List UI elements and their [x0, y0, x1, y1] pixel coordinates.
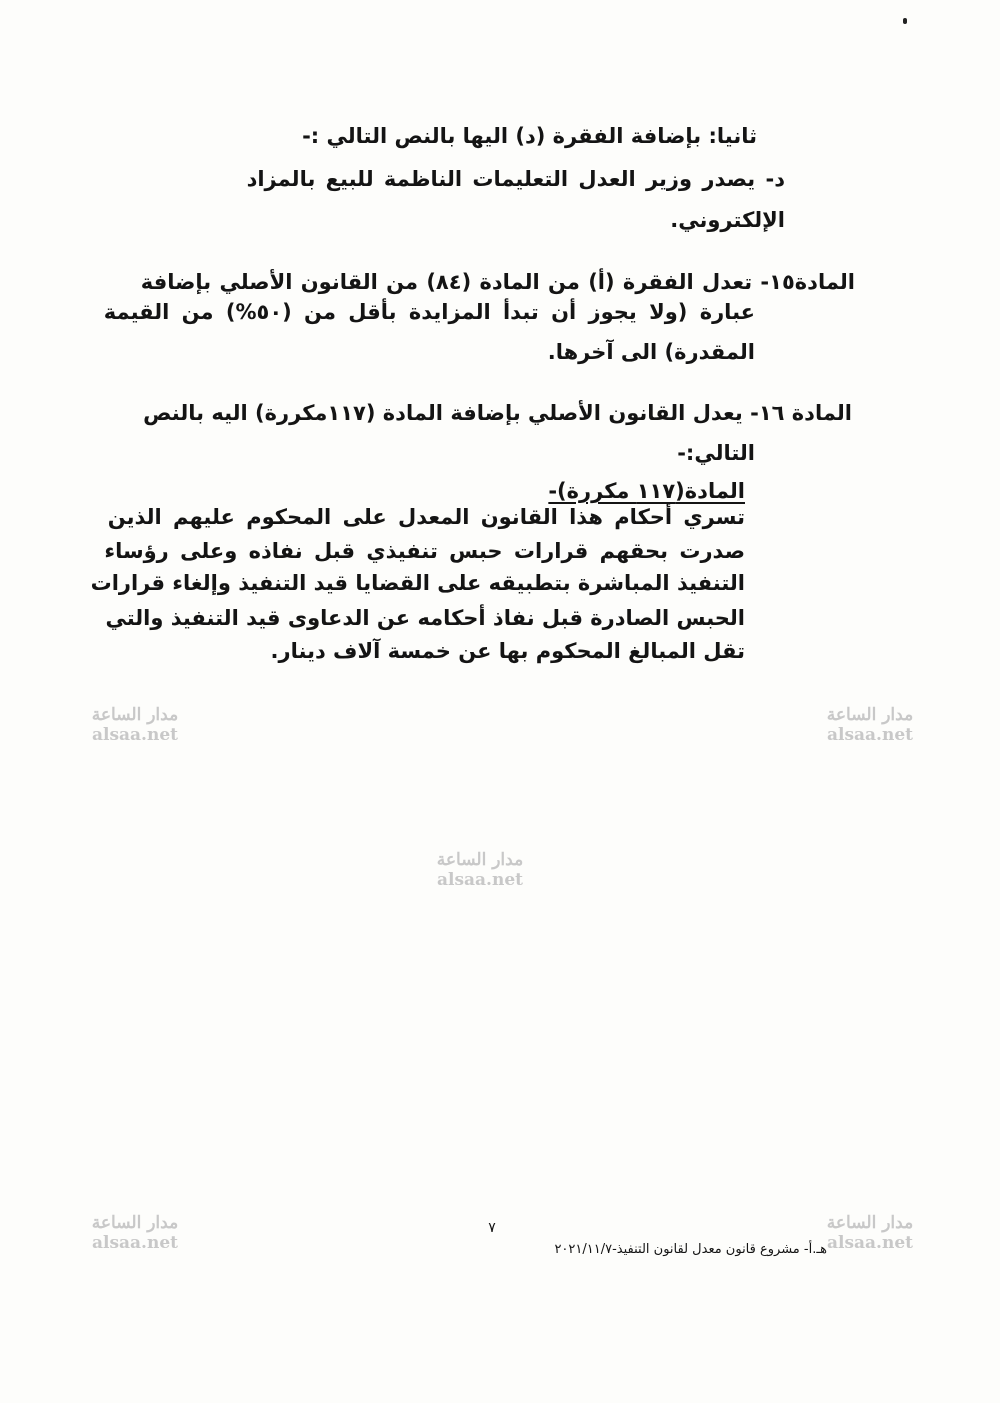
- article-117-line-3: التنفيذ المباشرة بتطبيقه على القضايا قيد التنفيذ وإلغاء قرارات: [90, 571, 745, 595]
- article-117-line-5: تقل المبالغ المحكوم بها عن خمسة آلاف دينار.: [270, 639, 745, 663]
- watermark: [800, 705, 940, 745]
- article-117-line-2: صدرت بحقهم قرارات حبس تنفيذي قبل نفاذه وعلى رؤساء: [104, 539, 745, 563]
- watermark: [410, 850, 550, 890]
- watermark: [65, 1213, 205, 1253]
- ink-dot: [903, 18, 907, 24]
- article-15-line-1: المادة١٥- تعدل الفقرة (أ) من المادة (٨٤) من القانون الأصلي بإضافة: [140, 270, 855, 294]
- page-number: ٧: [488, 1220, 496, 1236]
- paragraph-d-line-1: د- يصدر وزير العدل التعليمات الناظمة للبيع بالمزاد: [246, 167, 785, 191]
- watermark-latin: alsaa.net: [91, 725, 179, 745]
- watermark-latin: alsaa.net: [91, 1233, 179, 1253]
- article-15-line-3: المقدرة) الى آخرها.: [547, 340, 755, 364]
- footer-note: هـ.أ- مشروع قانون معدل لقانون التنفيذ-٢٠٢١/١١/٧: [554, 1242, 827, 1257]
- watermark: [65, 705, 205, 745]
- watermark-latin: alsaa.net: [826, 725, 914, 745]
- watermark-arabic: مدار الساعة: [91, 1213, 179, 1233]
- article-16-line-1: المادة ١٦- يعدل القانون الأصلي بإضافة المادة (١١٧مكررة) اليه بالنص: [143, 401, 852, 425]
- watermark-arabic: مدار الساعة: [826, 705, 914, 725]
- article-117-heading: المادة(١١٧ مكررة)-: [548, 479, 745, 503]
- paragraph-d-line-2: الإلكتروني.: [670, 208, 785, 232]
- article-117-line-1: تسري أحكام هذا القانون المعدل على المحكوم عليهم الذين: [107, 505, 745, 529]
- article-117-line-4: الحبس الصادرة قبل نفاذ أحكامه عن الدعاوى قيد التنفيذ والتي: [105, 606, 745, 630]
- section-two-heading: ثانيا: بإضافة الفقرة (د) اليها بالنص التالي :-: [302, 124, 757, 148]
- watermark-latin: alsaa.net: [436, 870, 524, 890]
- article-15-line-2: عبارة (ولا يجوز أن تبدأ المزايدة بأقل من (٥٠%) من القيمة: [103, 300, 755, 324]
- article-16-line-2: التالي:-: [677, 441, 755, 465]
- watermark-arabic: مدار الساعة: [826, 1213, 914, 1233]
- watermark-arabic: مدار الساعة: [436, 850, 524, 870]
- watermark-latin: alsaa.net: [826, 1233, 914, 1253]
- watermark-arabic: مدار الساعة: [91, 705, 179, 725]
